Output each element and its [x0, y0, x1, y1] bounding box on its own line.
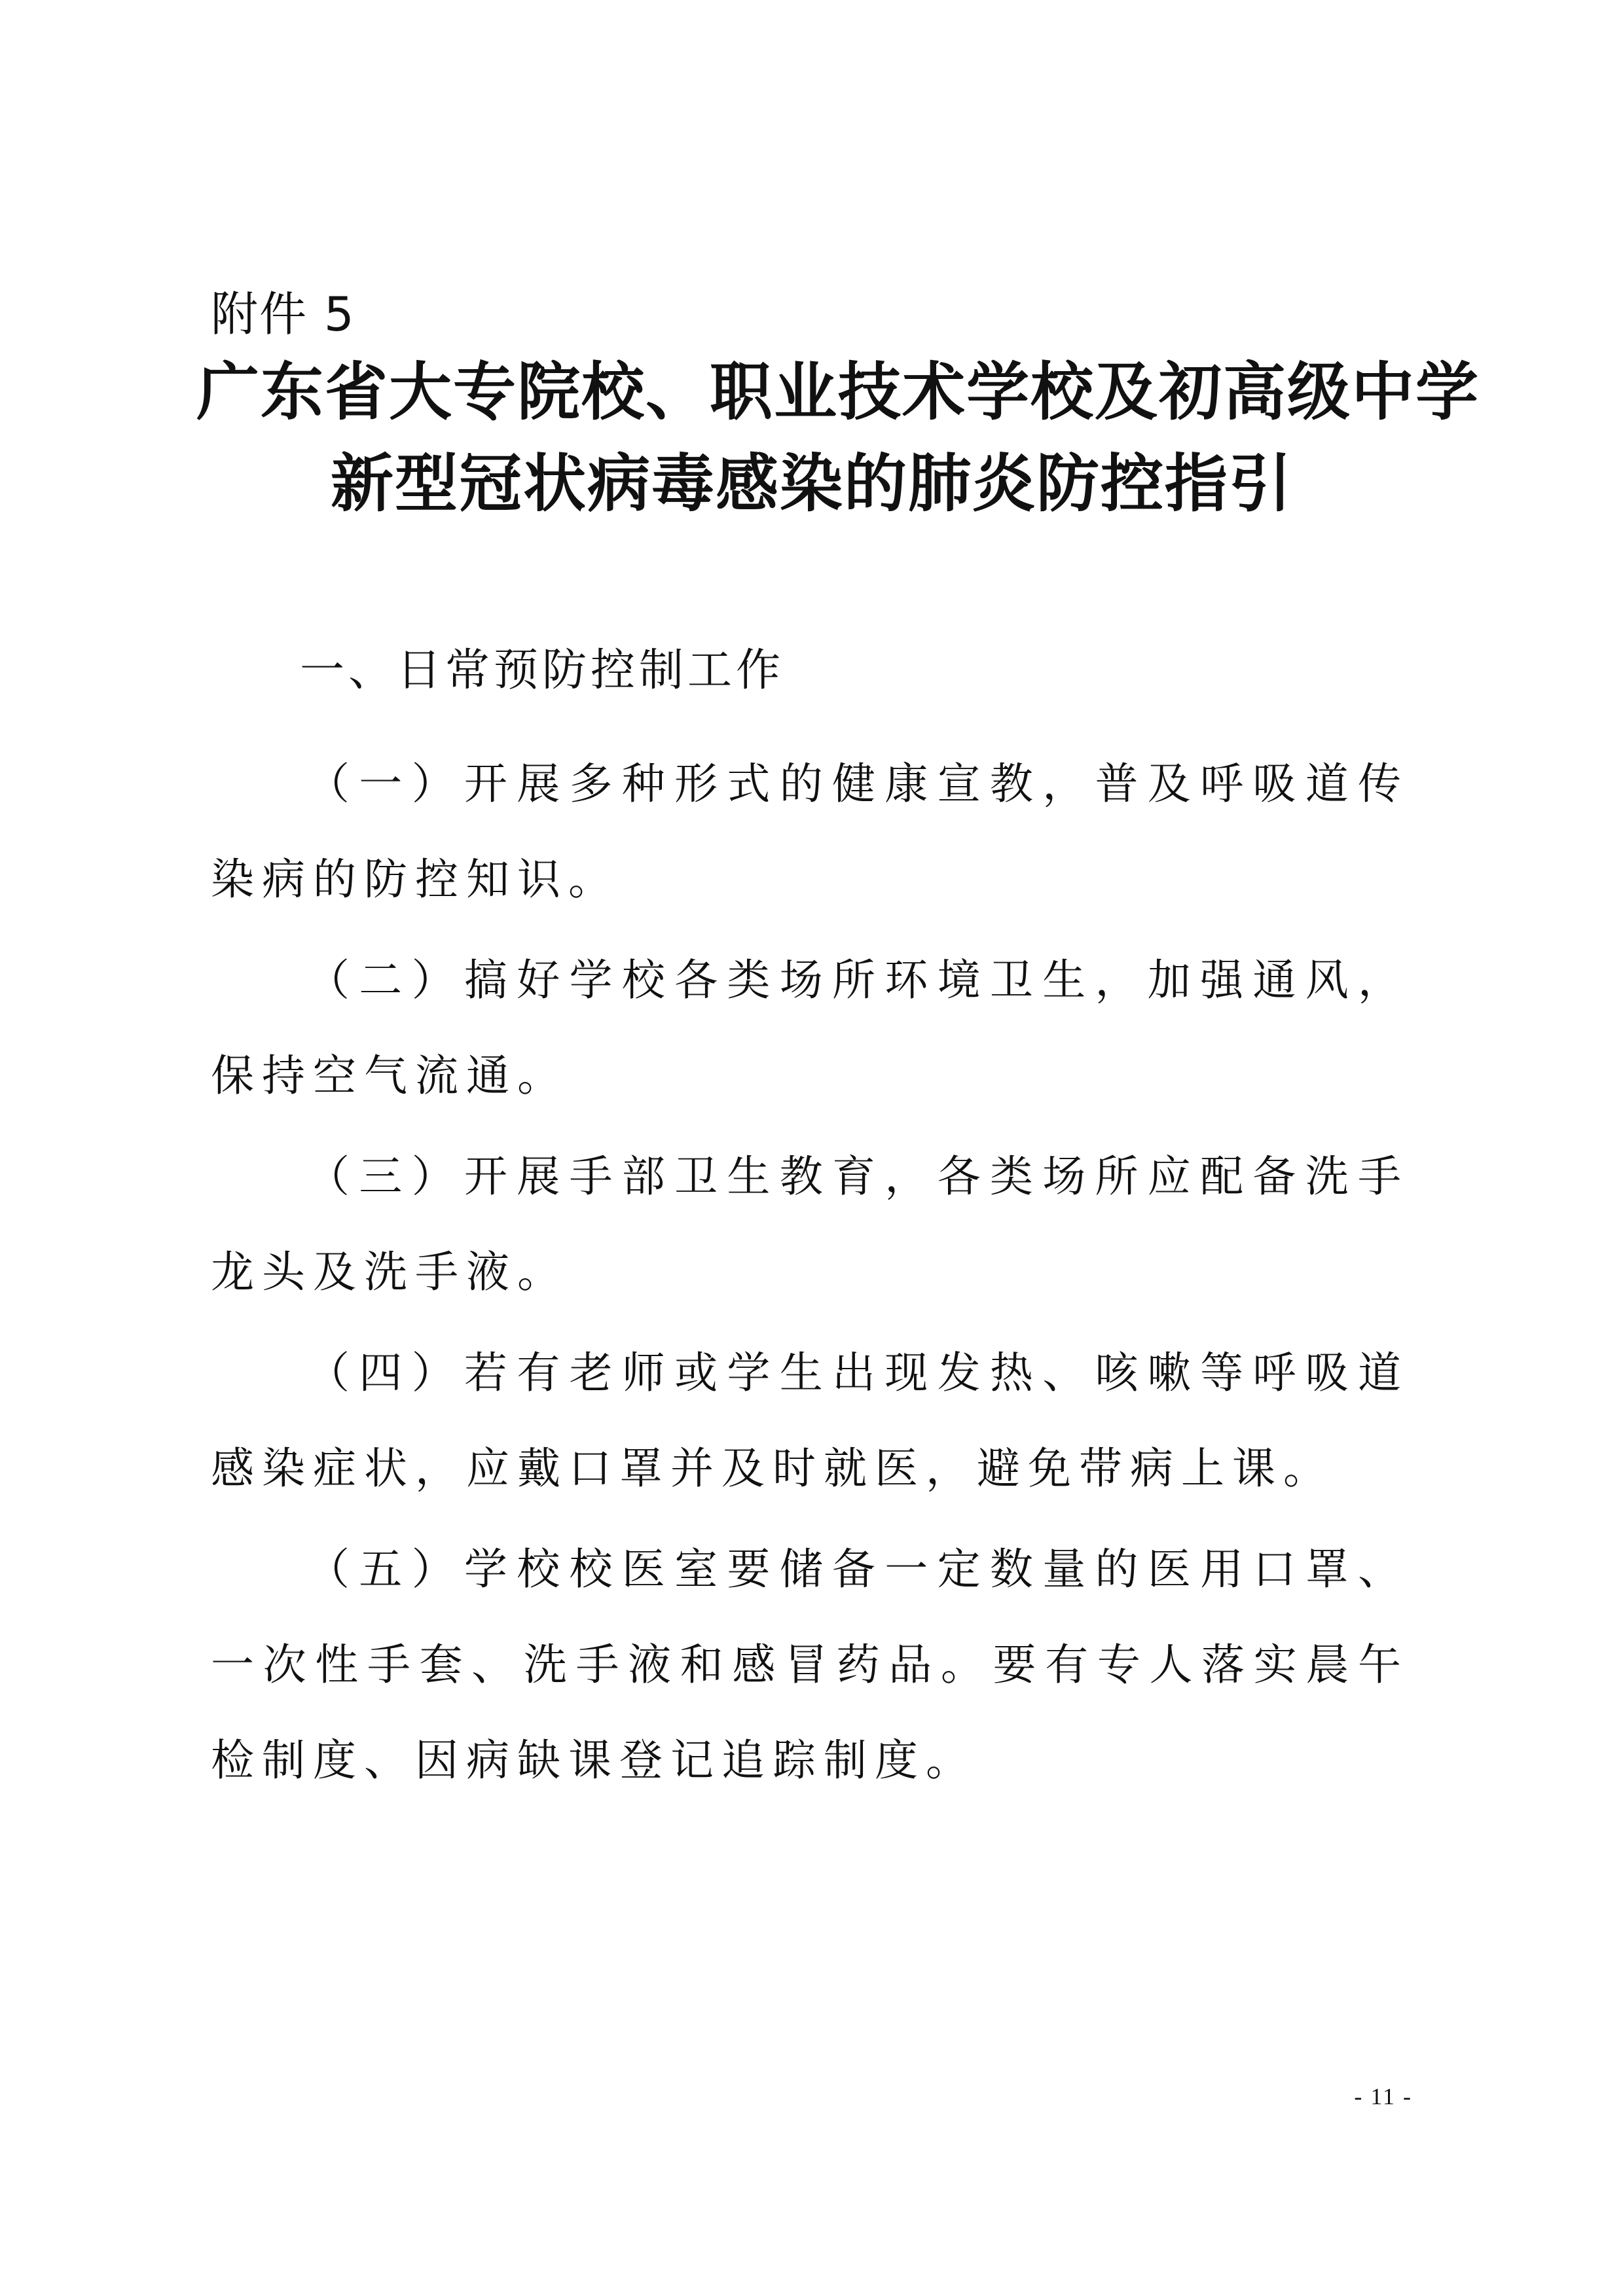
paragraph-3: （三）开展手部卫生教育，各类场所应配备洗手龙头及洗手液。	[211, 1151, 1409, 1297]
paragraph-1: （一）开展多种形式的健康宣教，普及呼吸道传染病的防控知识。	[211, 759, 1409, 905]
page-number: - 11 -	[1354, 2083, 1412, 2109]
document-title-line-2: 新型冠状病毒感染的肺炎防控指引	[331, 446, 1293, 520]
attachment-label: 附件 5	[211, 287, 356, 342]
paragraph-2: （二）搞好学校各类场所环境卫生，加强通风，保持空气流通。	[211, 955, 1409, 1101]
paragraph-4: （四）若有老师或学生出现发热、咳嗽等呼吸道感染症状，应戴口罩并及时就医，避免带病上课。	[211, 1348, 1409, 1494]
document-title-line-1: 广东省大专院校、职业技术学校及初高级中学	[196, 355, 1480, 429]
section-heading: 一、日常预防控制工作	[300, 645, 785, 696]
paragraph-5: （五）学校校医室要储备一定数量的医用口罩、一次性手套、洗手液和感冒药品。要有专人落实晨午检制度、因病缺课登记追踪制度。	[211, 1544, 1409, 1785]
